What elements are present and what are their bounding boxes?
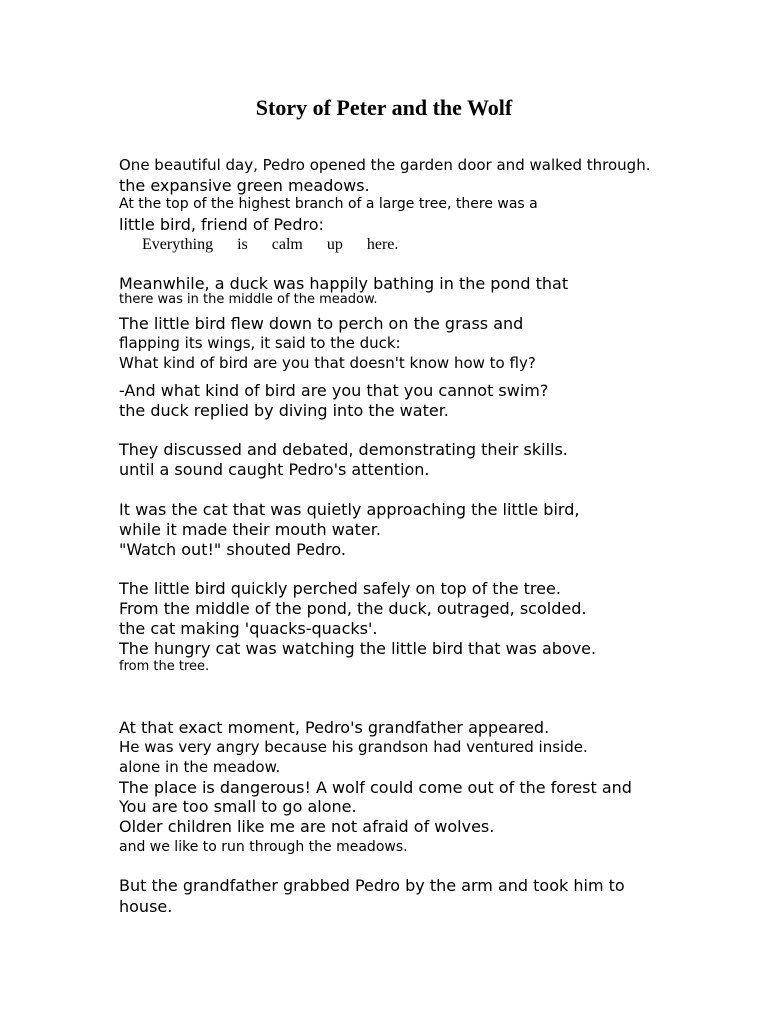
story-line: They discussed and debated, demonstrating their skills. — [119, 440, 568, 459]
story-line: flapping its wings, it said to the duck: — [119, 334, 401, 352]
story-line: The little bird quickly perched safely on top of the tree. — [119, 579, 561, 598]
story-line: house. — [119, 897, 173, 916]
story-line: Meanwhile, a duck was happily bathing in the pond that — [119, 274, 569, 293]
story-line: But the grandfather grabbed Pedro by the arm and took him to — [119, 876, 625, 895]
story-line: He was very angry because his grandson had ventured inside. — [119, 738, 588, 756]
story-line: the duck replied by diving into the water. — [119, 401, 449, 420]
story-line: the cat making 'quacks-quacks'. — [119, 619, 378, 638]
story-line: there was in the middle of the meadow. — [119, 292, 378, 307]
story-line: little bird, friend of Pedro: — [119, 215, 324, 234]
story-line: -And what kind of bird are you that you cannot swim? — [119, 381, 549, 400]
story-line: At the top of the highest branch of a large tree, there was a — [119, 196, 538, 212]
story-line: At that exact moment, Pedro's grandfather appeared. — [119, 718, 550, 737]
story-line: from the tree. — [119, 659, 210, 674]
story-line: until a sound caught Pedro's attention. — [119, 460, 430, 479]
story-line: What kind of bird are you that doesn't know how to fly? — [119, 354, 536, 372]
story-line: The place is dangerous! A wolf could come out of the forest and — [119, 778, 632, 797]
story-line: and we like to run through the meadows. — [119, 839, 408, 855]
story-line: It was the cat that was quietly approaching the little bird, — [119, 500, 580, 519]
story-line: while it made their mouth water. — [119, 520, 381, 539]
story-line: The little bird flew down to perch on the grass and — [119, 314, 524, 333]
story-line: Older children like me are not afraid of wolves. — [119, 817, 495, 836]
story-line: the expansive green meadows. — [119, 176, 370, 195]
story-line: The hungry cat was watching the little bird that was above. — [119, 639, 597, 658]
story-line: Everything is calm up here. — [142, 236, 399, 253]
story-line: alone in the meadow. — [119, 758, 281, 776]
story-line: You are too small to go alone. — [119, 797, 357, 816]
story-line: One beautiful day, Pedro opened the garden door and walked through. — [119, 156, 651, 174]
story-line: From the middle of the pond, the duck, outraged, scolded. — [119, 599, 587, 618]
story-line: "Watch out!" shouted Pedro. — [119, 540, 346, 559]
page-title: Story of Peter and the Wolf — [255, 95, 513, 120]
